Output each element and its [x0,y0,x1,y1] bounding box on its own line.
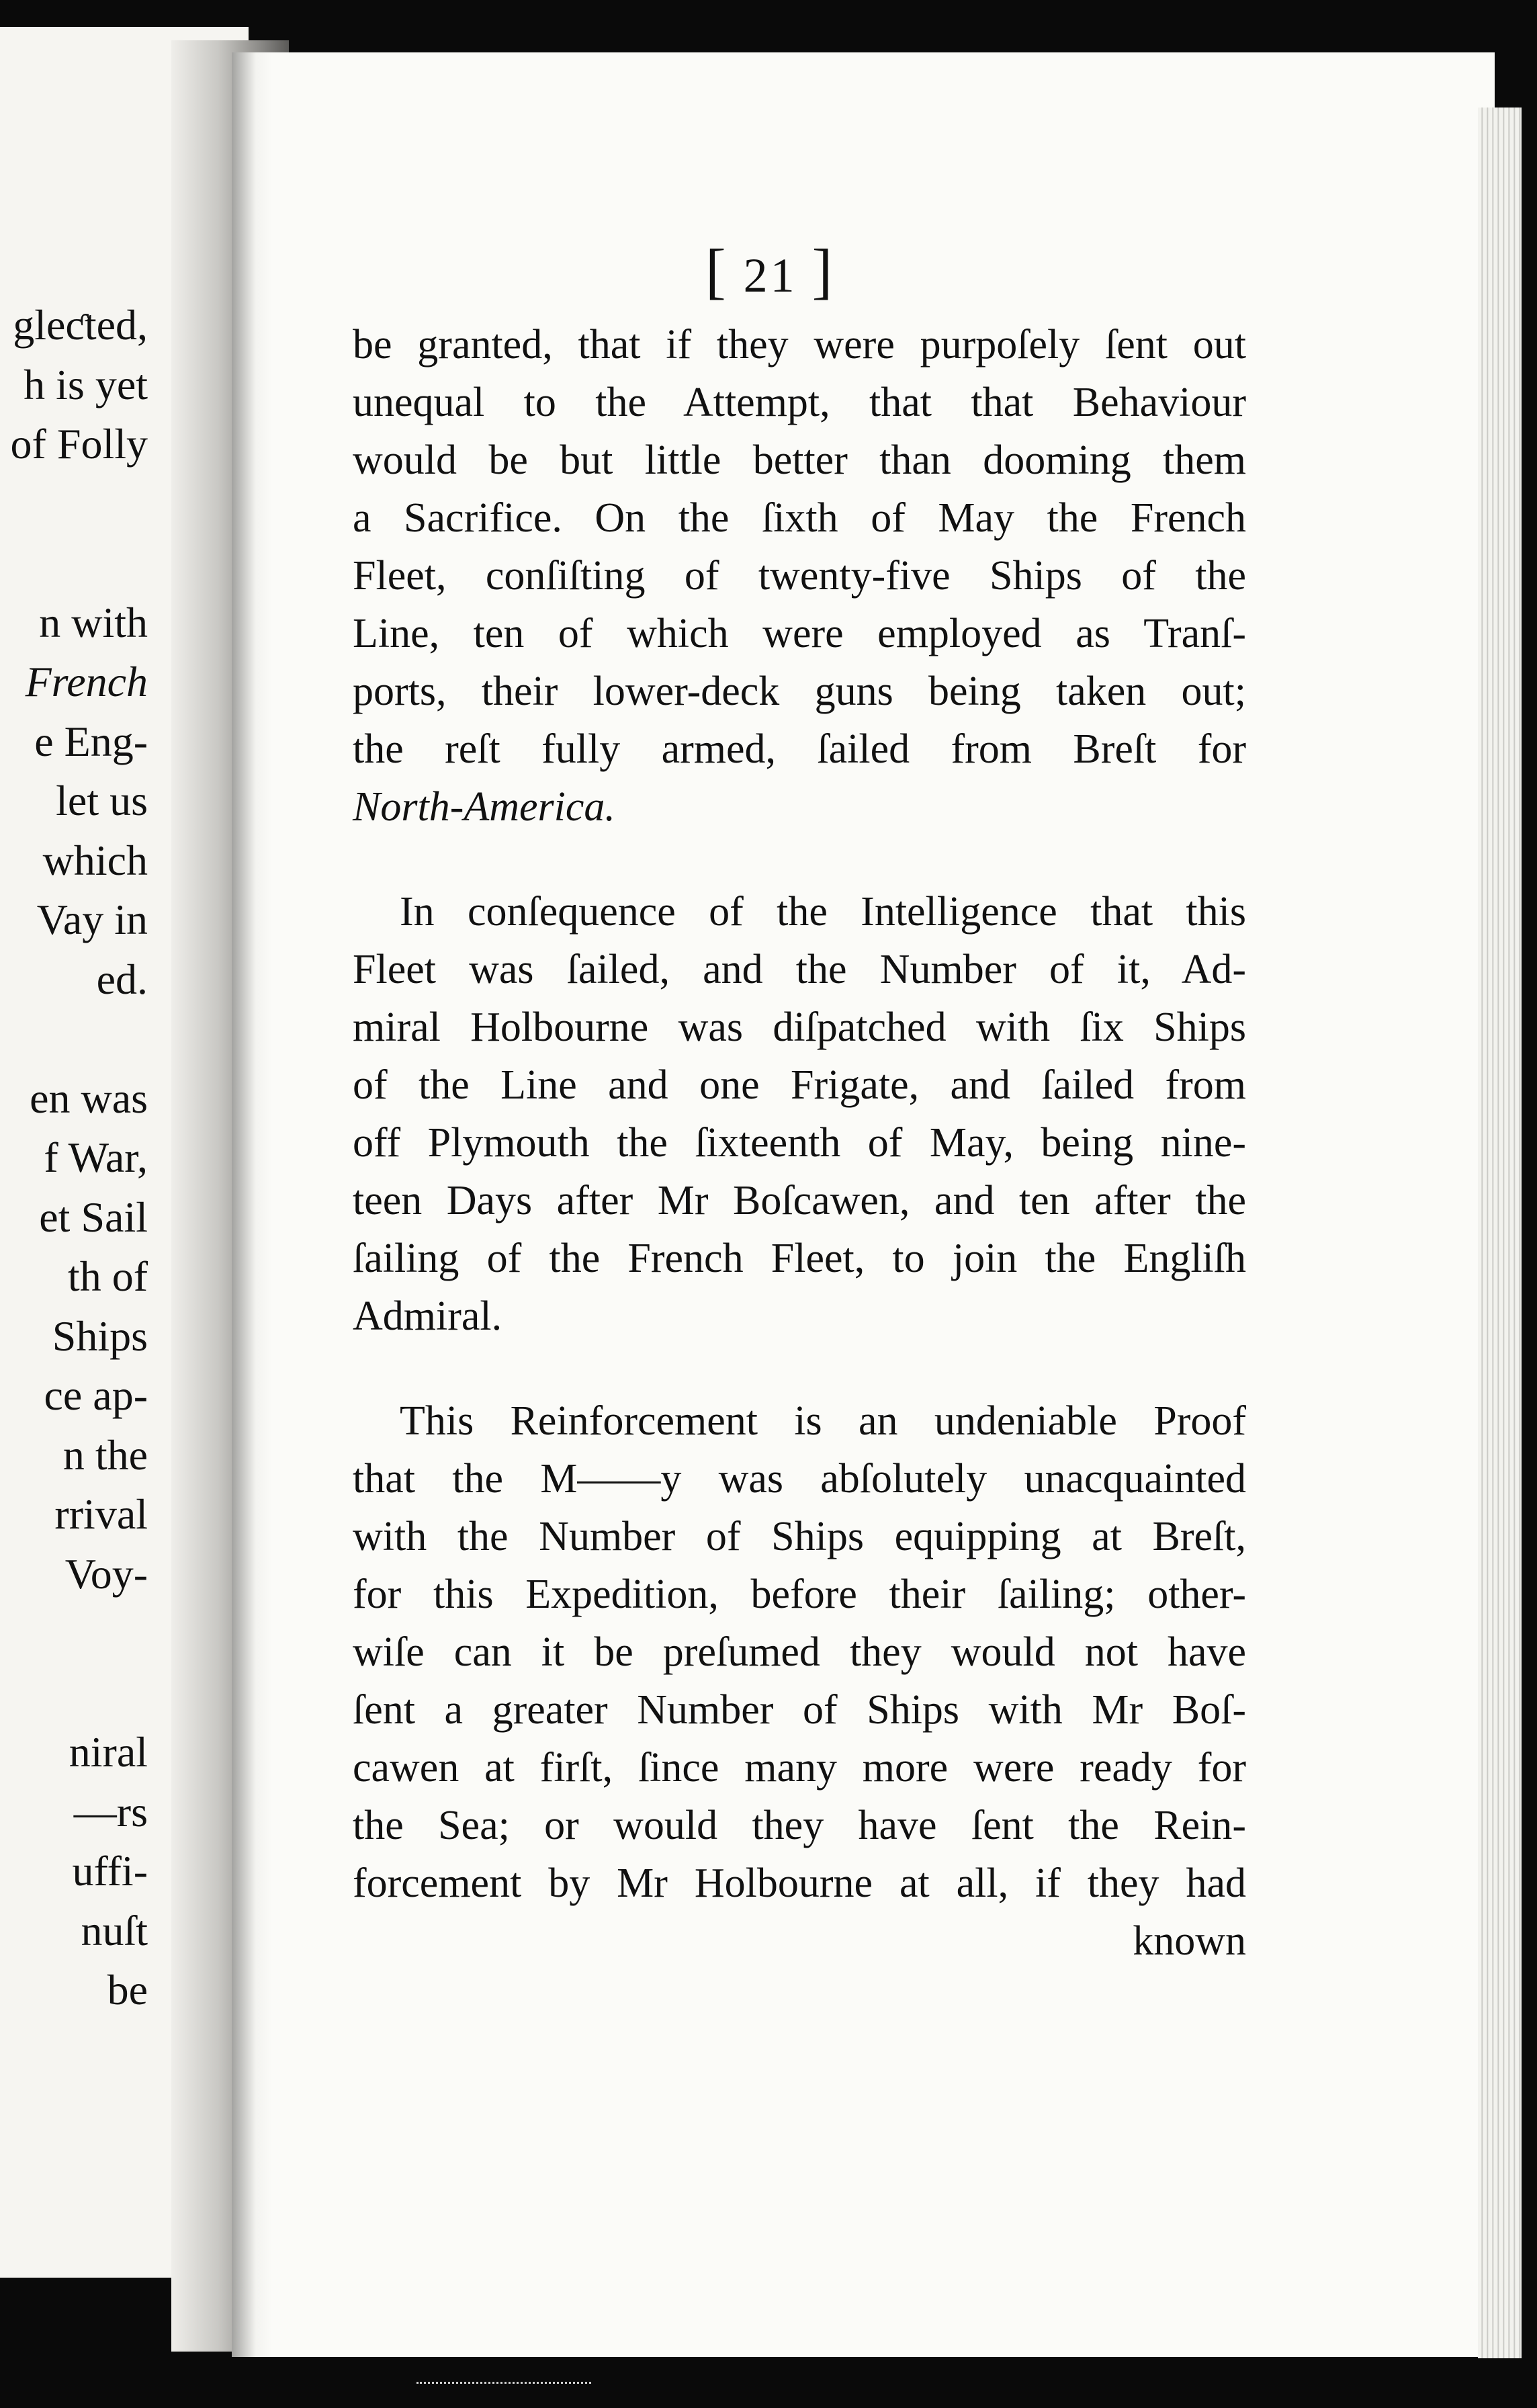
text-line: ſent a greater Number of Ships with Mr Boſ- [353,1687,1246,1733]
left-line: th of [67,1252,148,1300]
left-line: of Folly [10,420,148,468]
paragraph [353,883,1246,1345]
left-line: n with [39,598,148,646]
text-line: for this Expedition, before their ſailing; other- [353,1572,1246,1617]
paragraph-gap [353,836,1246,883]
text-line: This Reinforcement is an undeniable Proof [400,1398,1246,1444]
text-line: would be but little better than dooming them [353,437,1246,483]
left-line: ed. [96,955,148,1003]
left-line: niral [69,1728,148,1776]
text-line: ports, their lower-deck guns being taken out; [353,669,1246,714]
left-line: uffi- [72,1847,148,1895]
text-line: teen Days after Mr Boſcawen, and ten after the [353,1178,1246,1223]
text-line: Fleet was ſailed, and the Number of it, Ad- [353,947,1246,992]
left-line: e Eng- [34,717,148,765]
text-line: Fleet, conſiſting of twenty-five Ships of the [353,553,1246,599]
text-line: In conſequence of the Intelligence that this [400,889,1246,935]
text-line: North-America. [353,784,615,830]
text-line: a Sacrifice. On the ſixth of May the French [353,495,1246,541]
left-line: Vay in [36,896,148,943]
left-line: be [107,1966,148,2014]
text-line: of the Line and one Frigate, and ſailed from [353,1062,1246,1108]
left-line: let us [56,777,148,824]
text-line: Admiral. [353,1293,502,1339]
text-line: forcement by Mr Holbourne at all, if they had [353,1860,1246,1906]
paragraph [353,1392,1246,1912]
text-line: cawen at firſt, ſince many more were ready for [353,1745,1246,1791]
page-number-header [705,235,835,306]
page-edges [1478,108,1522,2358]
left-line [0,1604,148,1664]
scan-artifact [416,2375,591,2384]
catchword: known [1133,1918,1246,1964]
left-line: —rs [73,1787,148,1836]
text-line: off Plymouth the ſixteenth of May, being nine- [353,1120,1246,1166]
left-line: et Sail [39,1193,148,1241]
body-text [353,316,1246,1970]
text-line: that the M——y was abſolutely unacquainted [353,1456,1246,1502]
left-line: h is yet [24,360,148,408]
page-number: 21 [743,249,797,302]
left-line [0,1664,148,1723]
left-line: nuſt [81,1906,148,1954]
left-line: en was [30,1074,148,1122]
text-line: unequal to the Attempt, that that Behaviour [353,380,1246,425]
text-line: be granted, that if they were purpoſely ſent out [353,322,1246,368]
left-line: rrival [54,1490,148,1538]
left-line [0,1009,148,1069]
left-line: which [42,836,148,884]
text-line: the reſt fully armed, ſailed from Breſt for [353,726,1246,772]
left-line: ce ap- [44,1371,148,1419]
text-line: the Sea; or would they have ſent the Rein- [353,1803,1246,1848]
left-line [0,474,148,534]
left-line: Voy- [64,1549,148,1598]
left-line: French [25,658,148,705]
left-line: gleƈted, [13,301,148,349]
left-line: f War, [44,1133,148,1181]
left-line: n the [62,1430,148,1479]
left-line: Ships [52,1312,148,1360]
page-shadow [232,52,272,2357]
text-line: wiſe can it be preſumed they would not have [353,1629,1246,1675]
left-page-text [0,296,148,2020]
paragraph-gap [353,1345,1246,1392]
text-line: with the Number of Ships equipping at Breſt, [353,1514,1246,1559]
left-line [0,533,148,593]
bracket-close: ] [811,236,836,305]
text-line: Line, ten of which were employed as Tranſ- [353,611,1246,656]
text-line: miral Holbourne was diſpatched with ſix Ships [353,1004,1246,1050]
bracket-open: [ [705,236,729,305]
paragraph [353,316,1246,836]
text-line: ſailing of the French Fleet, to join the Engliſh [353,1236,1246,1281]
